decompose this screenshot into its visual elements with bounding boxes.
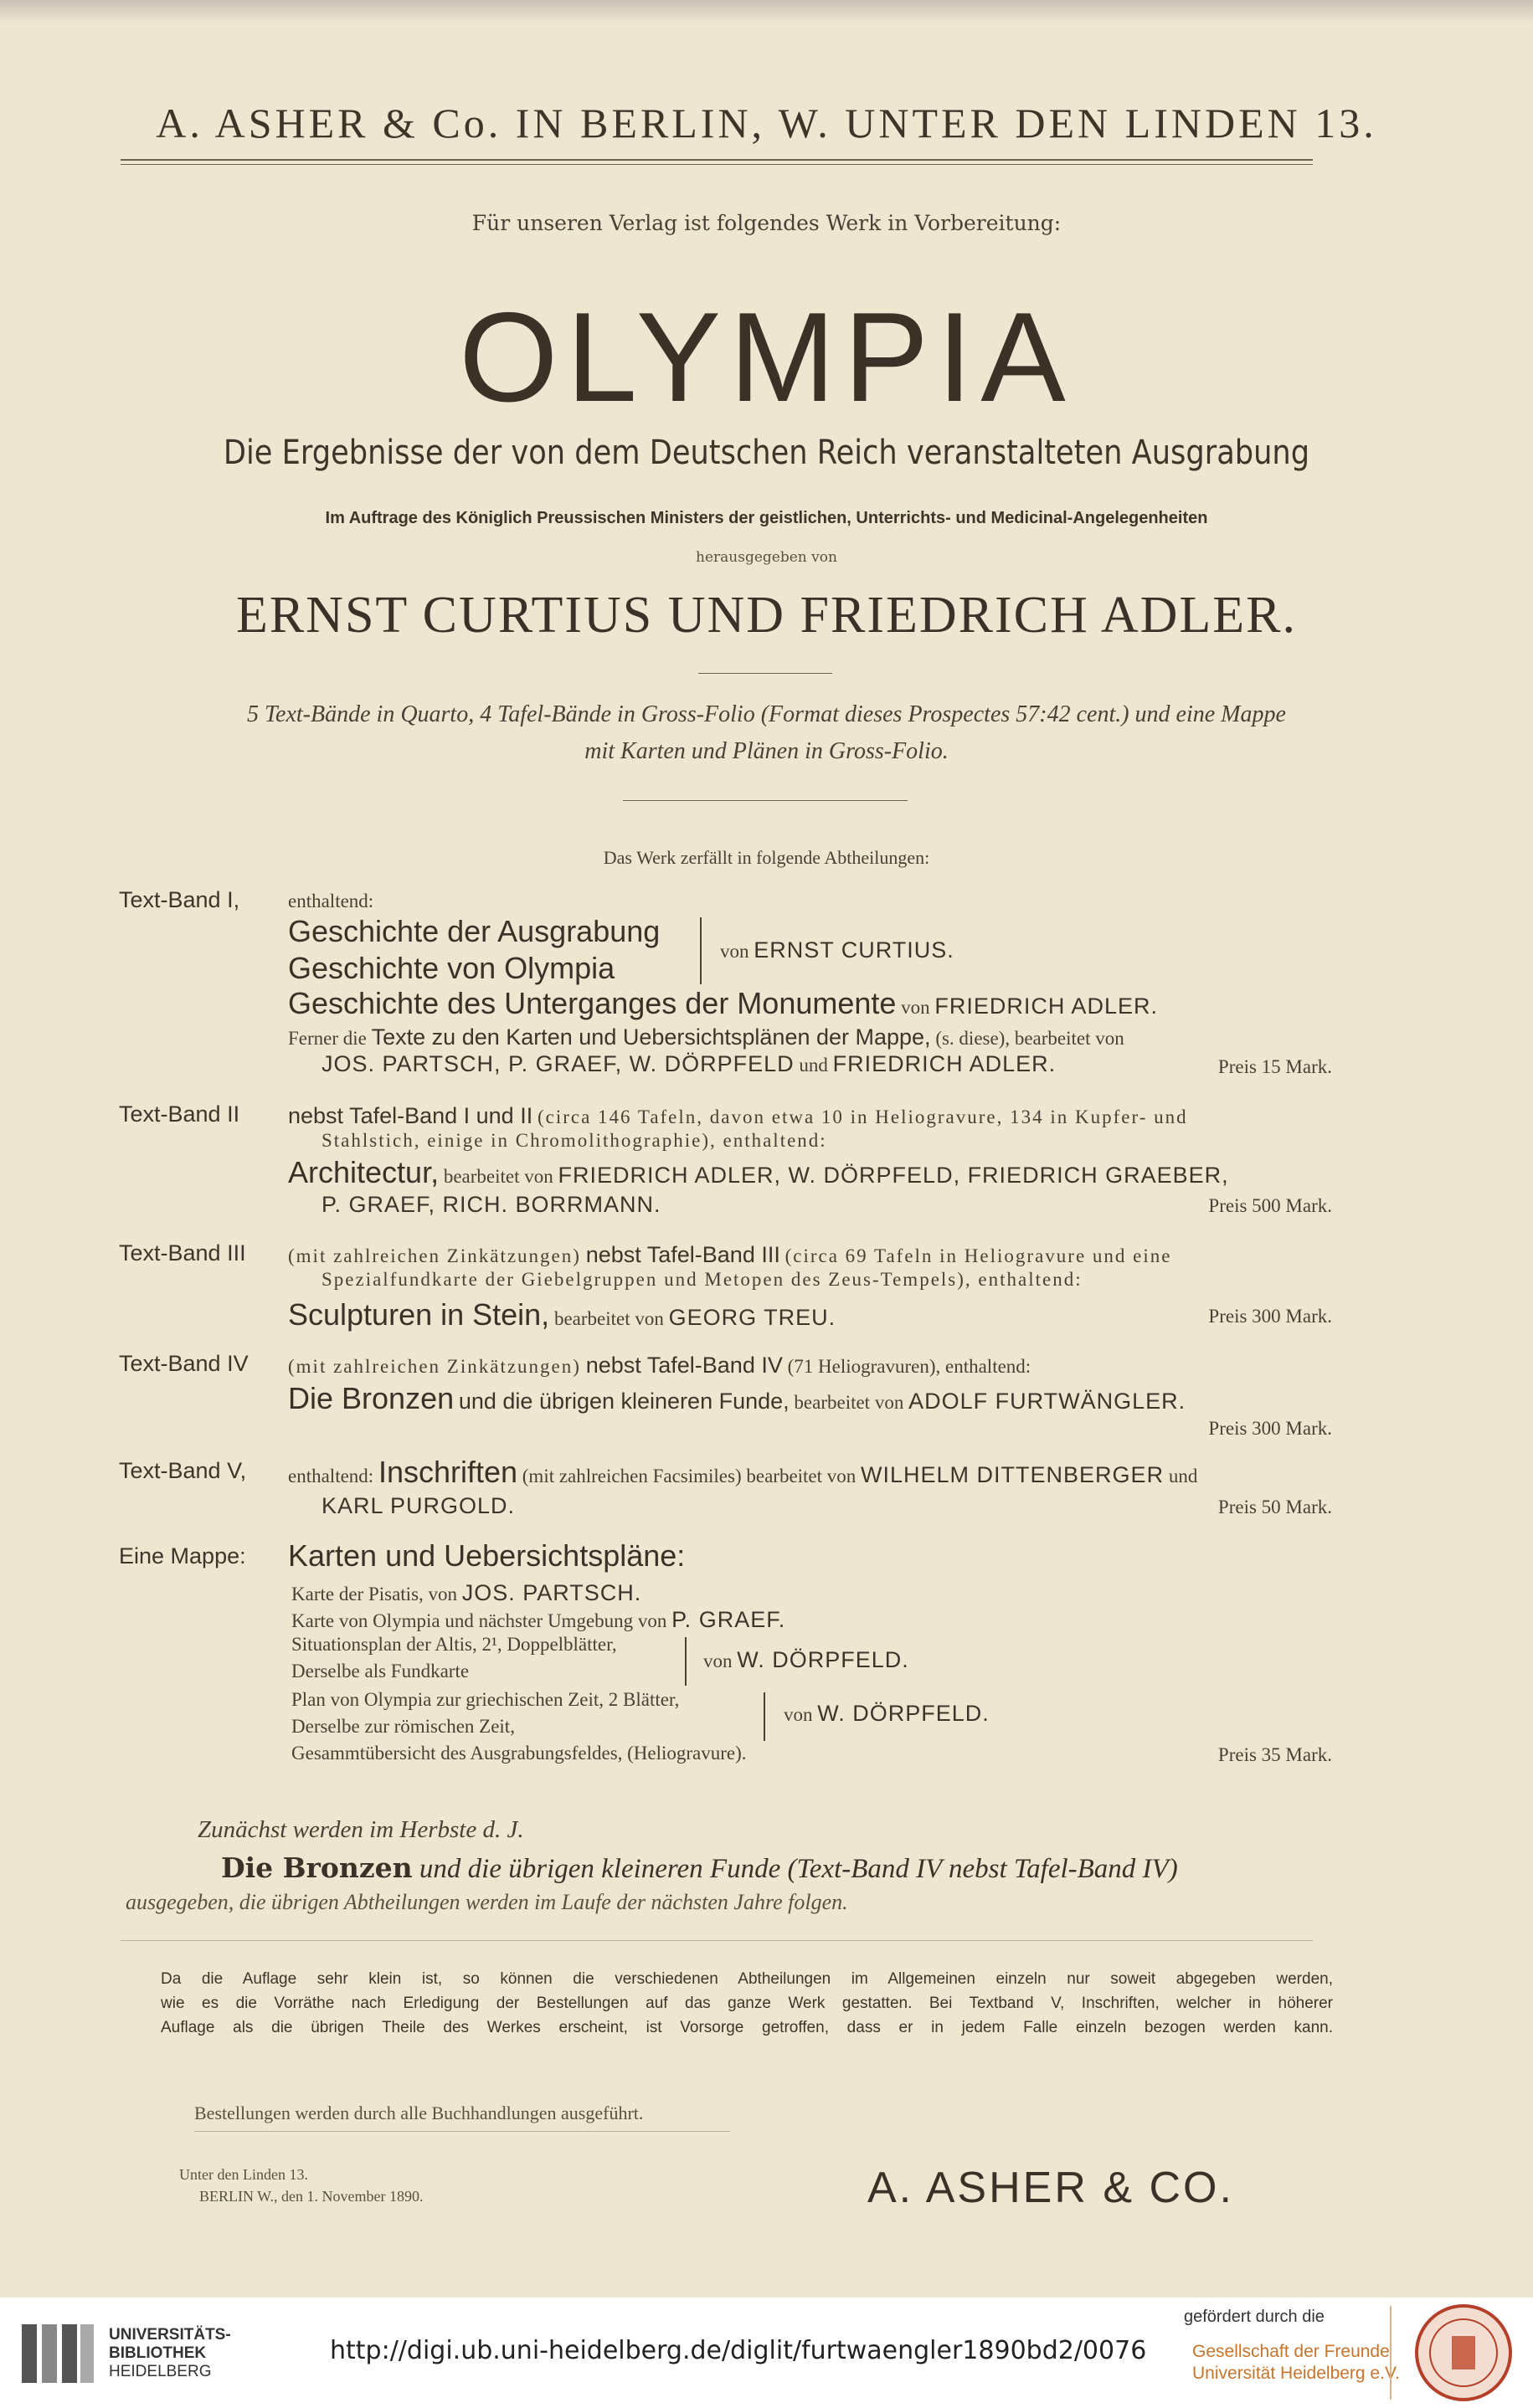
editors: ERNST CURTIUS UND FRIEDRICH ADLER. bbox=[235, 587, 1298, 644]
band1-price: Preis 15 Mark. bbox=[1217, 1056, 1332, 1077]
band5-author2: KARL PURGOLD. bbox=[322, 1493, 516, 1518]
band1-label: Text-Band I, bbox=[119, 887, 240, 912]
band2-authors2: P. GRAEF, RICH. BORRMANN. bbox=[322, 1192, 661, 1217]
release-line3: ausgegeben, die übrigen Abtheilungen werden im Laufe der nächsten Jahre folgen. bbox=[126, 1890, 848, 1914]
band1-authors: JOS. PARTSCH, P. GRAEF, W. DÖRPFELD und FRIEDRICH ADLER. bbox=[322, 1051, 1057, 1076]
mappe-k6: Derselbe zur römischen Zeit, bbox=[291, 1716, 515, 1737]
brace-bar bbox=[700, 917, 702, 984]
page-title: OLYMPIA bbox=[459, 286, 1074, 429]
library-name bbox=[109, 2326, 231, 2381]
mappe-k1: Karte der Pisatis, von JOS. PARTSCH. bbox=[291, 1580, 642, 1605]
funded-by: gefördert durch die bbox=[1184, 2308, 1325, 2326]
society-line2: Universität Heidelberg e.V. bbox=[1192, 2364, 1400, 2383]
divider-ornament bbox=[623, 800, 908, 801]
university-seal-icon bbox=[1413, 2303, 1514, 2403]
band3-price: Preis 300 Mark. bbox=[1208, 1306, 1332, 1327]
mappe-k56-author: von W. DÖRPFELD. bbox=[784, 1701, 990, 1726]
format-note-line1: 5 Text-Bände in Quarto, 4 Tafel-Bände in Gross-Folio (Format dieses Prospectes 57:42 cent.) und eine Mappe bbox=[247, 701, 1286, 727]
band2-label: Text-Band II bbox=[119, 1101, 240, 1127]
format-note bbox=[0, 696, 1533, 770]
band1-ferner: Ferner die Texte zu den Karten und Uebersichtsplänen der Mappe, (s. diese), bearbeitet von bbox=[288, 1024, 1124, 1050]
band4-label: Text-Band IV bbox=[119, 1351, 249, 1376]
band1-title1: Geschichte der Ausgrabung bbox=[288, 914, 661, 948]
footer-band bbox=[0, 2298, 1533, 2408]
orders-rule bbox=[194, 2131, 730, 2132]
band3-subject: Sculpturen in Stein, bearbeitet von GEORG TREU. bbox=[288, 1297, 836, 1332]
divider-short bbox=[698, 673, 832, 674]
band1-title3: Geschichte des Unterganges der Monumente von FRIEDRICH ADLER. bbox=[288, 986, 1158, 1020]
library-name-line3: HEIDELBERG bbox=[109, 2363, 212, 2380]
mappe-k5: Plan von Olympia zur griechischen Zeit, 2 Blätter, bbox=[291, 1689, 680, 1710]
mappe-price: Preis 35 Mark. bbox=[1217, 1744, 1332, 1765]
publisher-signature: A. ASHER & CO. bbox=[867, 2164, 1234, 2212]
mappe-k34-author: von W. DÖRPFELD. bbox=[703, 1647, 909, 1672]
society-name[interactable] bbox=[1192, 2341, 1400, 2385]
section-rule bbox=[121, 1940, 1313, 1941]
divisions-intro: Das Werk zerfällt in folgende Abtheilungen: bbox=[603, 847, 930, 868]
address-line1: Unter den Linden 13. bbox=[179, 2166, 308, 2183]
brace-bar bbox=[685, 1637, 687, 1686]
band3-nebst: (mit zahlreichen Zinkätzungen) nebst Tafel-Band III (circa 69 Tafeln in Heliogravure und eine bbox=[288, 1242, 1172, 1267]
band3-label: Text-Band III bbox=[119, 1240, 246, 1266]
footer-separator bbox=[1390, 2306, 1392, 2400]
release-line1: Zunächst werden im Herbste d. J. bbox=[198, 1816, 524, 1843]
availability-notice bbox=[161, 1967, 1333, 2040]
commission-line: Im Auftrage des Königlich Preussischen Ministers der geistlichen, Unterrichts- und Medicinal-Angelegenheiten bbox=[325, 509, 1208, 527]
band2-subject: Architectur, bearbeitet von FRIEDRICH ADLER, W. DÖRPFELD, FRIEDRICH GRAEBER, bbox=[288, 1155, 1229, 1189]
format-note-line2: mit Karten und Plänen in Gross-Folio. bbox=[584, 738, 949, 764]
mappe-heading: Karten und Uebersichtspläne: bbox=[288, 1538, 686, 1573]
permalink[interactable]: http://digi.ub.uni-heidelberg.de/diglit/furtwaengler1890bd2/0076 bbox=[330, 2336, 1147, 2365]
band2-price: Preis 500 Mark. bbox=[1208, 1195, 1332, 1216]
mappe-k2: Karte von Olympia und nächster Umgebung von P. GRAEF. bbox=[291, 1607, 786, 1632]
band2-nebst: nebst Tafel-Band I und II (circa 146 Tafeln, davon etwa 10 in Heliogravure, 134 in Kupfer- und bbox=[288, 1103, 1188, 1128]
subtitle: Die Ergebnisse der von dem Deutschen Reich veranstalteten Ausgrabung bbox=[223, 434, 1310, 472]
society-line1: Gesellschaft der Freunde bbox=[1192, 2342, 1390, 2361]
mappe-k3: Situationsplan der Altis, 2¹, Doppelblätter, bbox=[291, 1634, 617, 1655]
library-name-line2: BIBLIOTHEK bbox=[109, 2344, 207, 2362]
band4-nebst: (mit zahlreichen Zinkätzungen) nebst Tafel-Band IV (71 Heliogravuren), enthaltend: bbox=[288, 1353, 1031, 1378]
band5-label: Text-Band V, bbox=[119, 1458, 247, 1483]
release-line2: Die Bronzen und die übrigen kleineren Funde (Text-Band IV nebst Tafel-Band IV) bbox=[221, 1851, 1178, 1884]
band4-subject: Die Bronzen und die übrigen kleineren Funde, bearbeitet von ADOLF FURTWÄNGLER. bbox=[288, 1381, 1186, 1415]
band1-title2: Geschichte von Olympia bbox=[288, 951, 615, 985]
library-logo-icon[interactable] bbox=[17, 2316, 97, 2390]
verlag-line: Für unseren Verlag ist folgendes Werk in Vorbereitung: bbox=[471, 211, 1062, 235]
mappe-label: Eine Mappe: bbox=[119, 1543, 246, 1569]
band5-price: Preis 50 Mark. bbox=[1217, 1497, 1332, 1517]
header-rule-thin bbox=[121, 164, 1313, 165]
band1-author12: von ERNST CURTIUS. bbox=[720, 937, 954, 963]
orders-note: Bestellungen werden durch alle Buchhandlungen ausgeführt. bbox=[194, 2103, 644, 2123]
band4-price: Preis 300 Mark. bbox=[1208, 1418, 1332, 1439]
band5-subject: enthaltend: Inschriften (mit zahlreichen Facsimiles) bearbeitet von WILHELM DITTENBERGER und bbox=[288, 1455, 1198, 1489]
notice-line2: wie es die Vorräthe nach Erledigung der Bestellungen auf das ganze Werk gestatten. Bei Textband V, Inschriften, welcher in höherer bbox=[161, 1995, 1333, 2012]
address-line2: BERLIN W., den 1. November 1890. bbox=[199, 2188, 424, 2205]
publisher-header: A. ASHER & Co. IN BERLIN, W. UNTER DEN LINDEN 13. bbox=[156, 100, 1377, 146]
notice-line1: Da die Auflage sehr klein ist, so können die verschiedenen Abtheilungen im Allgemeinen einzeln nur soweit abgegeben werden, bbox=[161, 1970, 1333, 1988]
brace-bar bbox=[764, 1692, 765, 1741]
band1-contains: enthaltend: bbox=[288, 891, 374, 911]
library-name-line1: UNIVERSITÄTS- bbox=[109, 2326, 231, 2344]
notice-line3: Auflage als die übrigen Theile des Werkes erscheint, ist Vorsorge getroffen, dass er in jedem Falle einzeln bezogen werden kann. bbox=[161, 2019, 1333, 2036]
editors-intro: herausgegeben von bbox=[696, 549, 837, 566]
mappe-k4: Derselbe als Fundkarte bbox=[291, 1661, 470, 1681]
header-rule bbox=[121, 159, 1313, 161]
band2-detail2: Stahlstich, einige in Chromolithographie), enthaltend: bbox=[322, 1130, 827, 1151]
mappe-k7: Gesammtübersicht des Ausgrabungsfeldes, (Heliogravure). bbox=[291, 1743, 747, 1764]
band3-detail2: Spezialfundkarte der Giebelgruppen und Metopen des Zeus-Tempels), enthaltend: bbox=[322, 1269, 1083, 1290]
paper-edge bbox=[0, 0, 1533, 23]
